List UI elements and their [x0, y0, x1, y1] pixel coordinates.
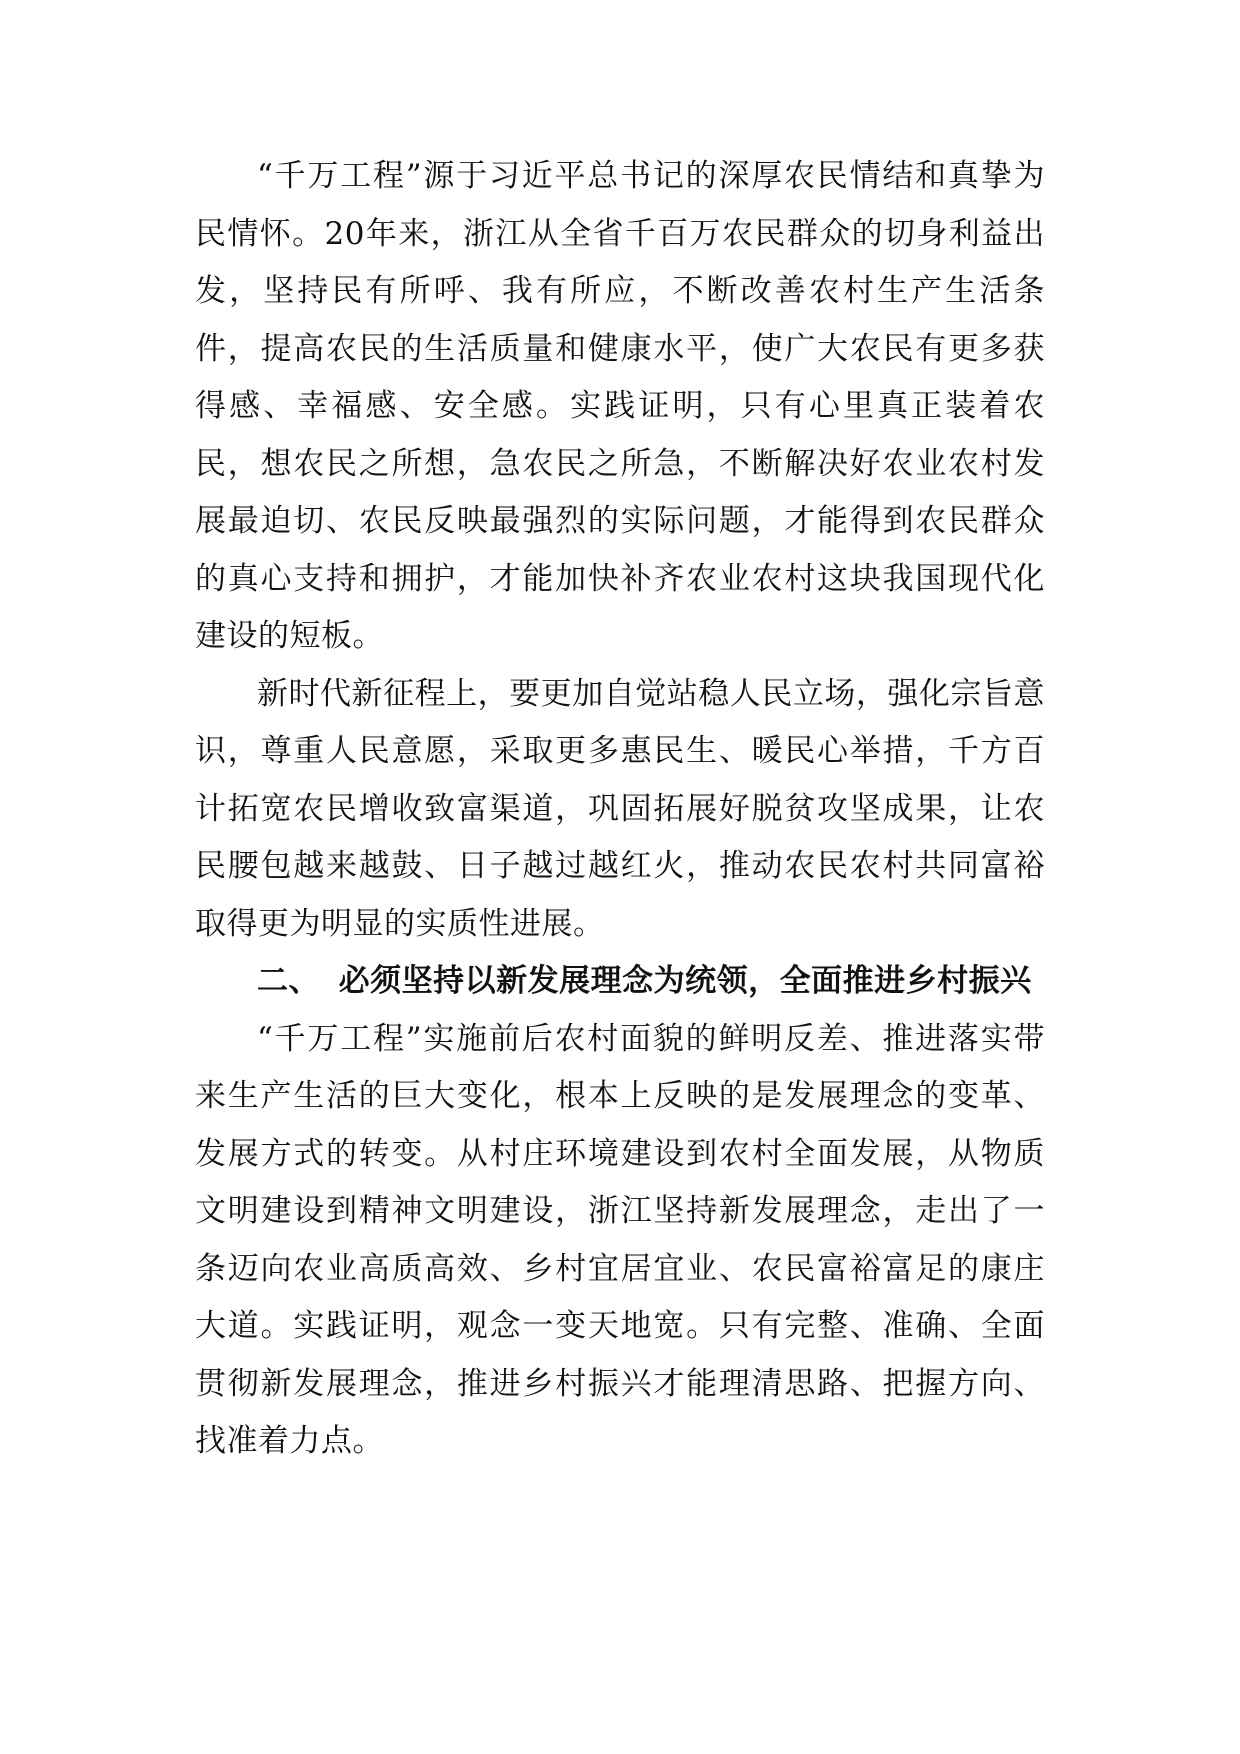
- document-body: [195, 148, 1045, 1471]
- section-heading-2: [195, 953, 1045, 1011]
- section-number: 二、: [257, 963, 320, 999]
- section-title: 必须坚持以新发展理念为统领，全面推进乡村振兴: [338, 963, 1032, 999]
- paragraph-2: 新时代新征程上，要更加自觉站稳人民立场，强化宗旨意识，尊重人民意愿，采取更多惠民生、暖民心举措，千方百计拓宽农民增收致富渠道，巩固拓展好脱贫攻坚成果，让农民腰包越来越鼓、日子越过越红火，推动农民农村共同富裕取得更为明显的实质性进展。: [195, 675, 1045, 942]
- paragraph-3: “千万工程”实施前后农村面貌的鲜明反差、推进落实带来生产生活的巨大变化，根本上反映的是发展理念的变革、发展方式的转变。从村庄环境建设到农村全面发展，从物质文明建设到精神文明建设，浙江坚持新发展理念，走出了一条迈向农业高质高效、乡村宜居宜业、农民富裕富足的康庄大道。实践证明，观念一变天地宽。只有完整、准确、全面贯彻新发展理念，推进乡村振兴才能理清思路、把握方向、找准着力点。: [195, 1020, 1045, 1459]
- paragraph-1: “千万工程”源于习近平总书记的深厚农民情结和真挚为民情怀。20年来，浙江从全省千百万农民群众的切身利益出发，坚持民有所呼、我有所应，不断改善农村生产生活条件，提高农民的生活质量和健康水平，使广大农民有更多获得感、幸福感、安全感。实践证明，只有心里真正装着农民，想农民之所想，急农民之所急，不断解决好农业农村发展最迫切、农民反映最强烈的实际问题，才能得到农民群众的真心支持和拥护，才能加快补齐农业农村这块我国现代化建设的短板。: [195, 158, 1045, 654]
